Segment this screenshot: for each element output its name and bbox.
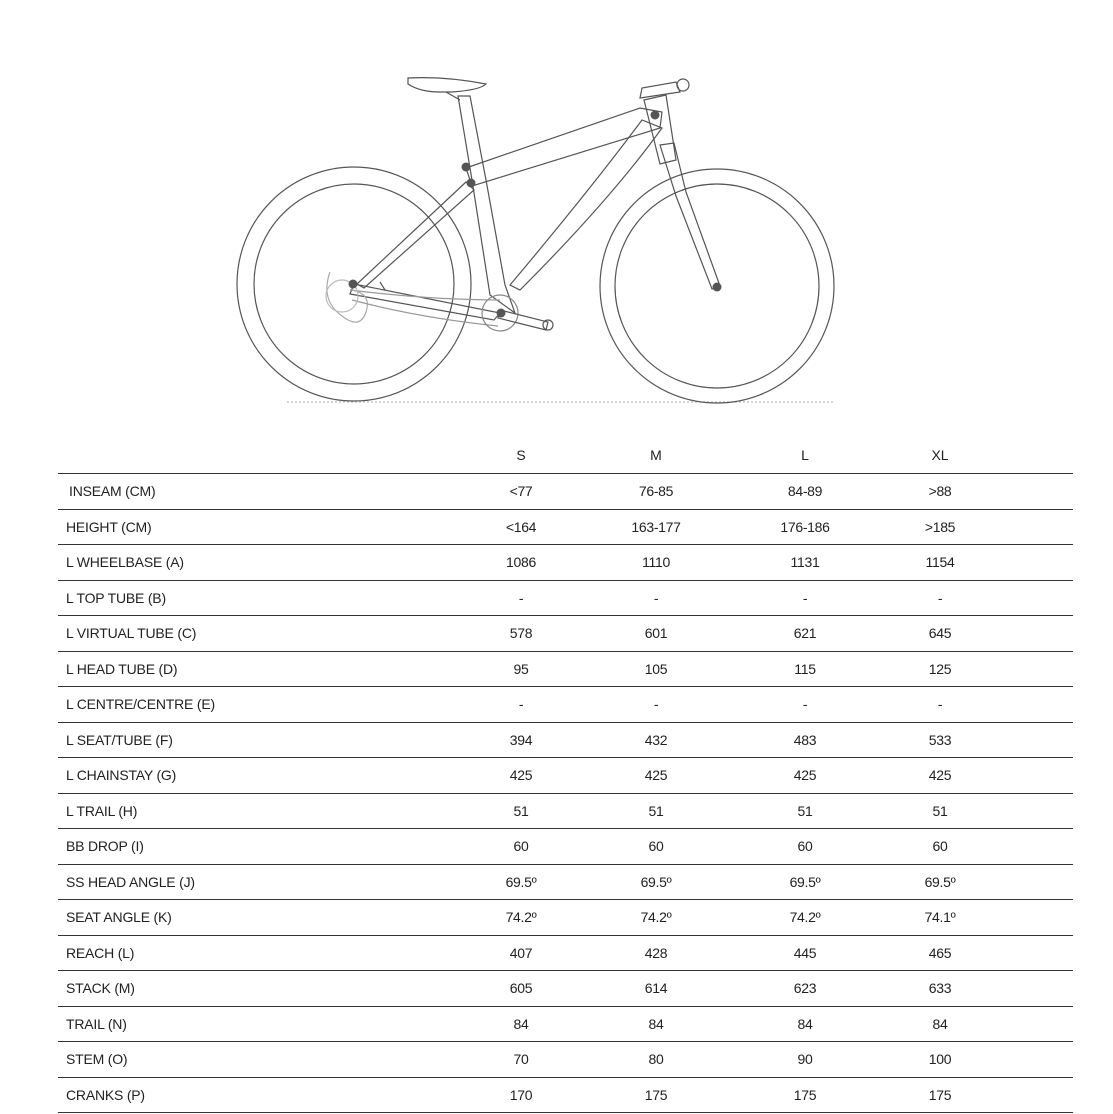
table-row — [58, 616, 1073, 652]
table-row — [58, 687, 1073, 723]
row-value: 170 — [509, 1086, 533, 1103]
chainstay — [350, 284, 500, 320]
row-value: 60 — [797, 838, 813, 855]
row-value: 621 — [793, 625, 817, 642]
row-value: 176-186 — [780, 518, 830, 535]
row-value: 115 — [794, 660, 816, 677]
row-value: 84 — [797, 1015, 813, 1032]
row-label: STEM (O) — [66, 1051, 128, 1068]
row-label: CRANKS (P) — [66, 1086, 145, 1103]
row-value: 533 — [928, 731, 952, 748]
row-value: 84 — [648, 1015, 664, 1032]
row-value: 175 — [644, 1086, 668, 1103]
row-value: - — [653, 696, 659, 713]
top-tube — [466, 108, 662, 186]
row-value: - — [802, 696, 808, 713]
size-header: M — [650, 447, 662, 463]
size-header: XL — [931, 447, 949, 463]
row-value: 60 — [513, 838, 529, 855]
row-value: 1110 — [642, 554, 670, 571]
row-label: BB DROP (I) — [66, 838, 144, 855]
table-row — [58, 510, 1073, 546]
row-label: STACK (M) — [66, 980, 135, 997]
row-value: 70 — [513, 1051, 529, 1068]
row-value: 84-89 — [787, 483, 823, 500]
row-value: - — [518, 696, 524, 713]
row-label: SS HEAD ANGLE (J) — [66, 873, 195, 890]
size-header-row — [58, 437, 1073, 474]
row-value: 163-177 — [631, 518, 681, 535]
row-value: - — [937, 696, 943, 713]
row-label: REACH (L) — [66, 944, 135, 961]
row-value: 105 — [644, 660, 668, 677]
table-row — [58, 900, 1073, 936]
row-label: L HEAD TUBE (D) — [66, 660, 178, 677]
row-value: 51 — [932, 802, 948, 819]
row-value: 74.2º — [640, 909, 672, 926]
row-value: 465 — [928, 944, 952, 961]
bike-illustration — [0, 0, 1113, 420]
row-label: L SEAT/TUBE (F) — [66, 731, 173, 748]
head-tube — [644, 95, 676, 164]
row-value: 69.5º — [505, 873, 537, 890]
row-value: 645 — [928, 625, 952, 642]
row-label: L CENTRE/CENTRE (E) — [66, 696, 215, 713]
row-value: 51 — [513, 802, 529, 819]
table-row — [58, 794, 1073, 830]
row-value: 69.5º — [789, 873, 821, 890]
row-value: 90 — [797, 1051, 813, 1068]
row-value: 614 — [644, 980, 668, 997]
table-row — [58, 652, 1073, 688]
saddle — [408, 78, 486, 92]
row-value: 623 — [793, 980, 817, 997]
row-label: L TRAIL (H) — [66, 802, 138, 819]
row-value: 175 — [928, 1086, 952, 1103]
stem — [640, 82, 680, 98]
row-value: 74.1º — [924, 909, 956, 926]
row-value: 95 — [513, 660, 529, 677]
row-value: 100 — [928, 1051, 952, 1068]
row-label: L TOP TUBE (B) — [66, 589, 166, 606]
row-value: - — [653, 589, 659, 606]
row-value: 74.2º — [789, 909, 821, 926]
row-value: >88 — [928, 483, 952, 500]
size-header: S — [516, 447, 526, 463]
row-value: 69.5º — [640, 873, 672, 890]
row-value: 84 — [932, 1015, 948, 1032]
row-value: - — [802, 589, 808, 606]
row-value: 76-85 — [638, 483, 674, 500]
row-value: 432 — [644, 731, 668, 748]
row-value: 74.2º — [505, 909, 537, 926]
row-label: TRAIL (N) — [66, 1015, 127, 1032]
row-value: <77 — [509, 483, 533, 500]
row-value: 425 — [644, 767, 668, 784]
table-row — [58, 936, 1073, 972]
row-value: 601 — [644, 625, 668, 642]
row-value: 80 — [648, 1051, 664, 1068]
row-value: 425 — [509, 767, 533, 784]
row-label: L WHEELBASE (A) — [66, 554, 184, 571]
row-value: 445 — [793, 944, 817, 961]
table-row — [58, 865, 1073, 901]
table-row — [58, 971, 1073, 1007]
row-value: 51 — [797, 802, 813, 819]
table-row — [58, 1042, 1073, 1078]
row-value: 60 — [932, 838, 948, 855]
table-row — [58, 829, 1073, 865]
row-value: 605 — [509, 980, 533, 997]
row-value: 428 — [644, 944, 668, 961]
row-value: 1086 — [506, 554, 536, 571]
row-label: L VIRTUAL TUBE (C) — [66, 625, 197, 642]
row-label: INSEAM (CM) — [69, 483, 156, 500]
row-value: 125 — [928, 660, 952, 677]
row-value: 69.5º — [924, 873, 956, 890]
row-value: 425 — [793, 767, 817, 784]
row-value: >185 — [924, 518, 956, 535]
size-header: L — [801, 447, 809, 463]
table-row — [58, 1078, 1073, 1114]
table-row — [58, 545, 1073, 581]
row-value: - — [518, 589, 524, 606]
row-value: 1154 — [925, 554, 955, 571]
row-value: <164 — [505, 518, 537, 535]
row-value: - — [937, 589, 943, 606]
table-row — [58, 1007, 1073, 1043]
row-label: SEAT ANGLE (K) — [66, 909, 172, 926]
row-value: 633 — [928, 980, 952, 997]
row-value: 175 — [793, 1086, 817, 1103]
row-value: 84 — [513, 1015, 529, 1032]
row-value: 1131 — [790, 554, 820, 571]
row-value: 483 — [793, 731, 817, 748]
row-value: 407 — [509, 944, 533, 961]
geometry-table — [58, 437, 1073, 1113]
row-label: L CHAINSTAY (G) — [66, 767, 177, 784]
table-row — [58, 758, 1073, 794]
row-value: 60 — [648, 838, 664, 855]
table-row — [58, 723, 1073, 759]
table-row — [58, 474, 1073, 510]
table-row — [58, 581, 1073, 617]
row-value: 51 — [648, 802, 664, 819]
seat-stay — [357, 182, 474, 288]
row-value: 394 — [509, 731, 533, 748]
row-label: HEIGHT (CM) — [66, 518, 152, 535]
fork — [660, 143, 720, 289]
seat-tube — [458, 96, 515, 313]
row-value: 578 — [509, 625, 533, 642]
row-value: 425 — [928, 767, 952, 784]
